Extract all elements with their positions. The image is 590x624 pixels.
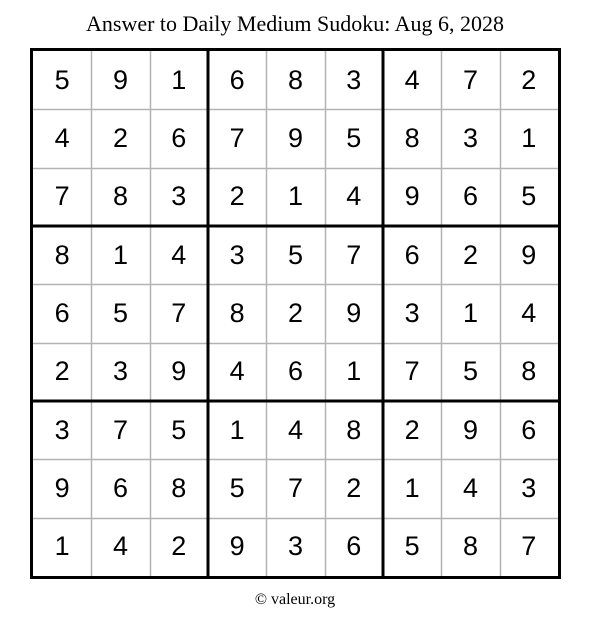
sudoku-cell: 3	[229, 239, 245, 270]
sudoku-cell: 8	[521, 356, 537, 387]
sudoku-cell: 8	[229, 297, 245, 328]
sudoku-cell: 8	[346, 414, 362, 445]
sudoku-cell: 2	[521, 64, 537, 95]
sudoku-cell: 1	[54, 531, 70, 562]
sudoku-cell: 3	[462, 122, 478, 153]
sudoku-cell: 5	[54, 64, 70, 95]
sudoku-cell: 2	[346, 472, 362, 503]
sudoku-cell: 1	[404, 472, 420, 503]
sudoku-cell: 2	[404, 414, 420, 445]
sudoku-cell: 7	[346, 239, 362, 270]
sudoku-cell: 3	[54, 414, 70, 445]
sudoku-cell: 3	[521, 472, 537, 503]
sudoku-cell: 5	[112, 297, 128, 328]
sudoku-cell: 7	[54, 181, 70, 212]
sudoku-cell: 6	[346, 531, 362, 562]
sudoku-cell: 8	[404, 122, 420, 153]
sudoku-cell: 3	[404, 297, 420, 328]
sudoku-cell: 3	[287, 531, 303, 562]
sudoku-cell: 4	[521, 297, 537, 328]
sudoku-cell: 6	[404, 239, 420, 270]
sudoku-cell: 7	[404, 356, 420, 387]
sudoku-cell: 4	[54, 122, 70, 153]
sudoku-cell: 1	[171, 64, 187, 95]
sudoku-cell: 6	[54, 297, 70, 328]
sudoku-cell: 4	[229, 356, 245, 387]
sudoku-cell: 1	[112, 239, 128, 270]
sudoku-cell: 9	[404, 181, 420, 212]
sudoku-board	[30, 48, 561, 579]
sudoku-cell: 8	[462, 531, 478, 562]
sudoku-cell: 2	[171, 531, 187, 562]
page-title: Answer to Daily Medium Sudoku: Aug 6, 2028	[86, 11, 504, 36]
sudoku-cell: 2	[54, 356, 70, 387]
sudoku-cell: 7	[112, 414, 128, 445]
sudoku-cell: 6	[229, 64, 245, 95]
sudoku-cell: 2	[112, 122, 128, 153]
sudoku-cell: 1	[462, 297, 478, 328]
sudoku-cell: 7	[229, 122, 245, 153]
sudoku-cell: 6	[287, 356, 303, 387]
sudoku-cell: 8	[112, 181, 128, 212]
sudoku-cell: 2	[287, 297, 303, 328]
sudoku-cell: 9	[112, 64, 128, 95]
sudoku-cell: 6	[171, 122, 187, 153]
sudoku-cell: 4	[462, 472, 478, 503]
sudoku-cell: 7	[462, 64, 478, 95]
sudoku-cell: 7	[521, 531, 537, 562]
sudoku-cell: 7	[287, 472, 303, 503]
sudoku-cell: 5	[462, 356, 478, 387]
sudoku-cell: 5	[346, 122, 362, 153]
sudoku-cell: 2	[462, 239, 478, 270]
sudoku-cell: 8	[287, 64, 303, 95]
sudoku-cell: 6	[112, 472, 128, 503]
sudoku-cell: 9	[229, 531, 245, 562]
sudoku-cell: 4	[171, 239, 187, 270]
sudoku-cell: 5	[404, 531, 420, 562]
sudoku-cell: 1	[287, 181, 303, 212]
sudoku-cell: 5	[521, 181, 537, 212]
sudoku-cell: 7	[171, 297, 187, 328]
sudoku-cell: 9	[462, 414, 478, 445]
sudoku-cell: 9	[521, 239, 537, 270]
sudoku-cell: 1	[521, 122, 537, 153]
sudoku-cell: 2	[229, 181, 245, 212]
sudoku-cell: 4	[346, 181, 362, 212]
sudoku-cell: 5	[171, 414, 187, 445]
sudoku-cell: 9	[171, 356, 187, 387]
sudoku-cell: 4	[112, 531, 128, 562]
sudoku-cell: 1	[229, 414, 245, 445]
sudoku-cell: 5	[287, 239, 303, 270]
sudoku-cell: 8	[171, 472, 187, 503]
sudoku-cell: 3	[112, 356, 128, 387]
sudoku-cell: 9	[287, 122, 303, 153]
sudoku-cell: 6	[521, 414, 537, 445]
sudoku-cell: 1	[346, 356, 362, 387]
sudoku-cell: 5	[229, 472, 245, 503]
sudoku-cell: 9	[346, 297, 362, 328]
copyright-footer: © valeur.org	[254, 591, 336, 608]
sudoku-cell: 6	[462, 181, 478, 212]
sudoku-cell: 4	[287, 414, 303, 445]
sudoku-cell: 8	[54, 239, 70, 270]
sudoku-cell: 9	[54, 472, 70, 503]
sudoku-cell: 3	[346, 64, 362, 95]
sudoku-cell: 4	[404, 64, 420, 95]
sudoku-cell: 3	[171, 181, 187, 212]
